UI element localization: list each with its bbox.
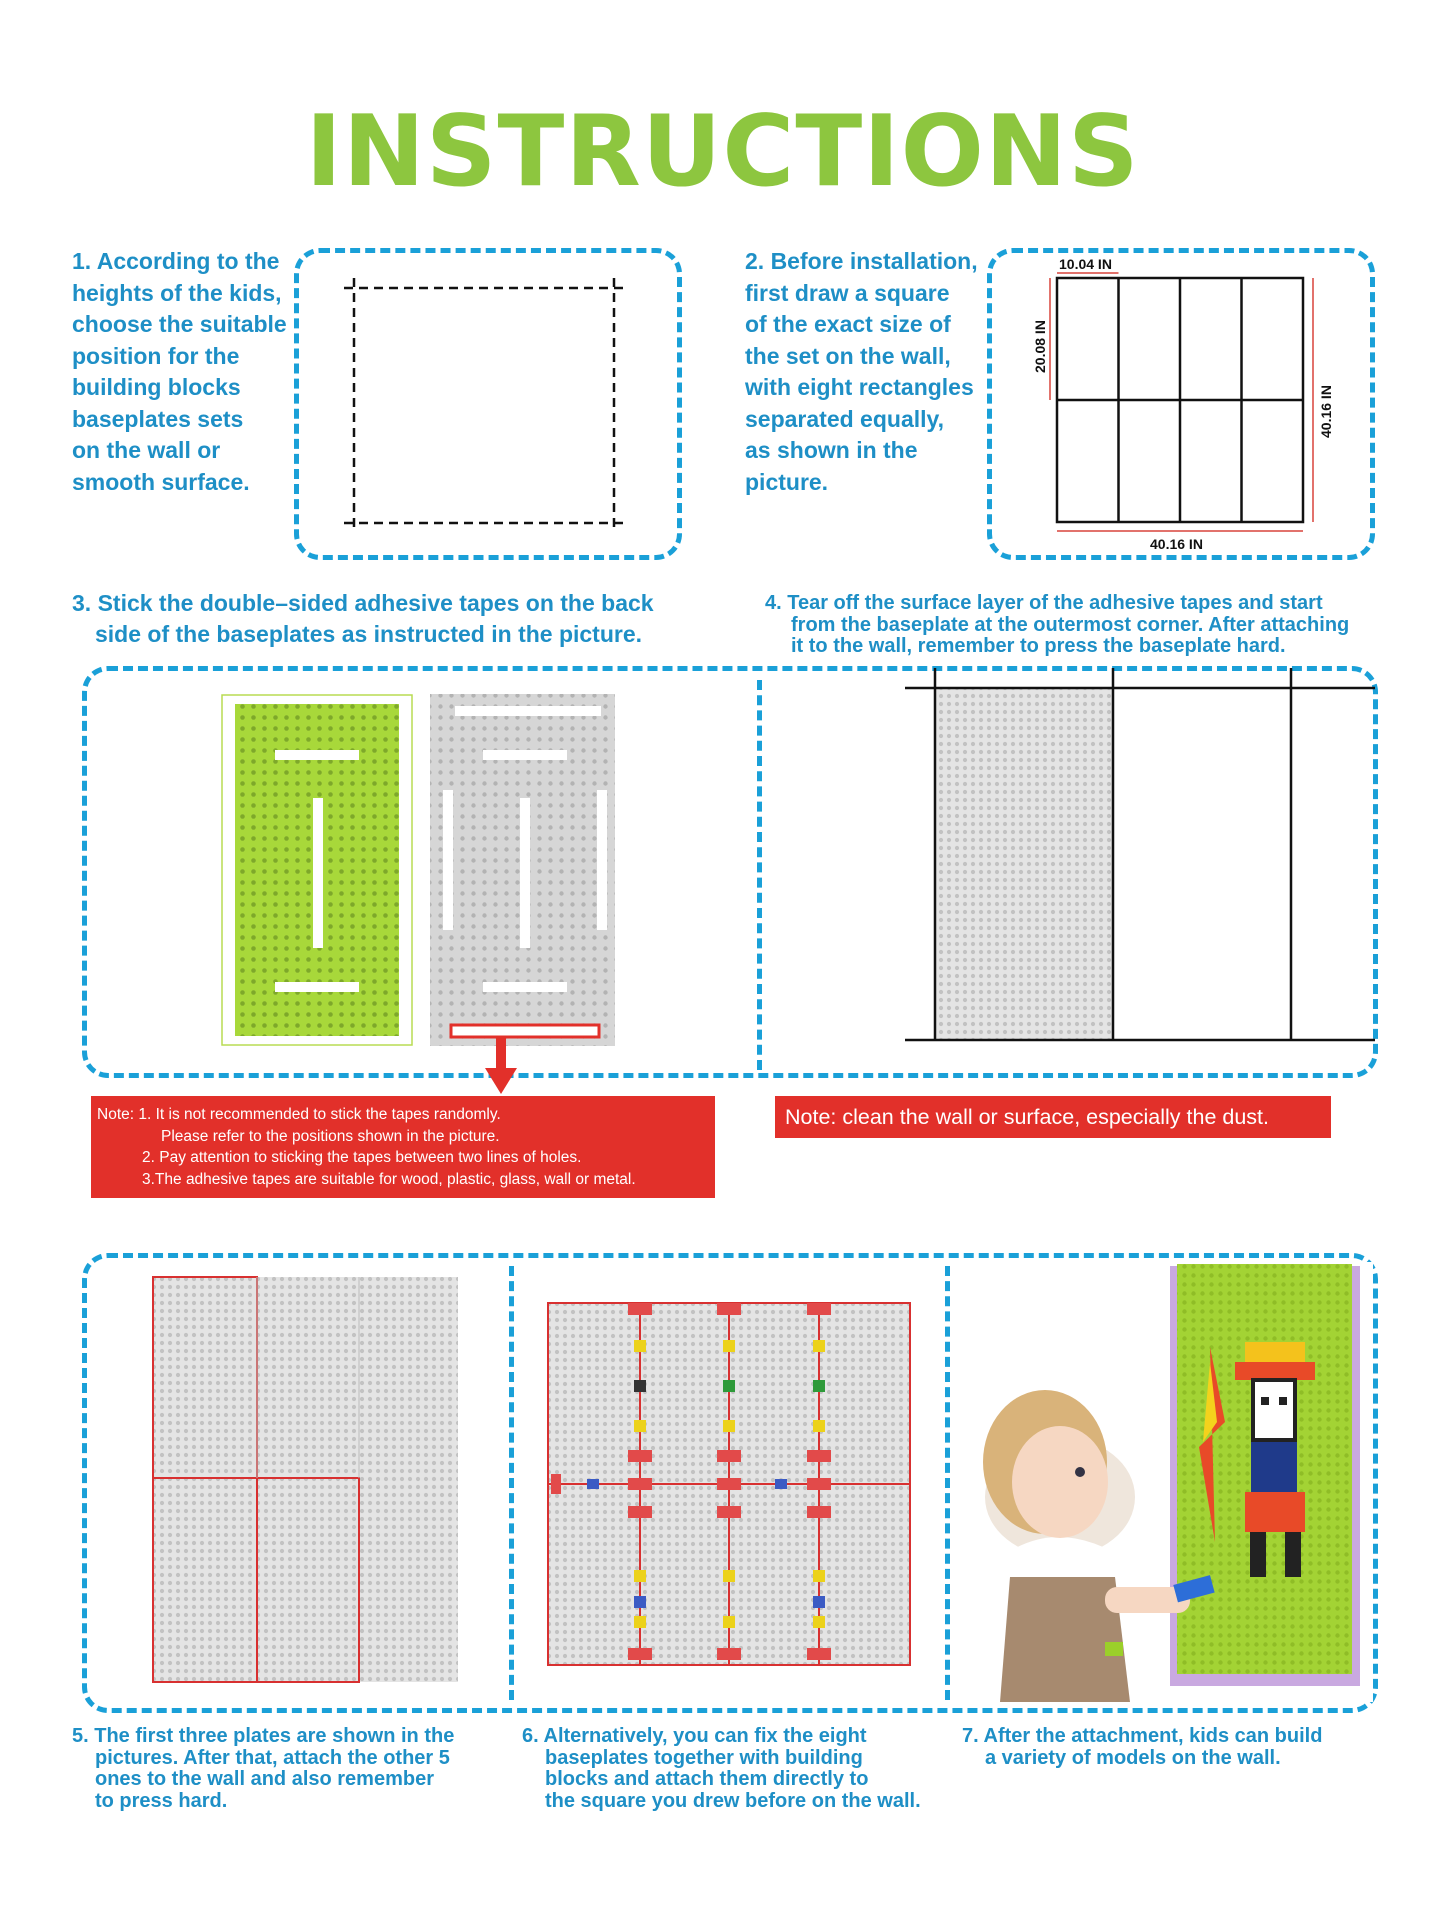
step-5-line: pictures. After that, attach the other 5 — [95, 1746, 450, 1769]
step-3-text — [72, 588, 712, 650]
step-2-line: first draw a square — [745, 279, 950, 306]
right-dimension-label: 40.16 IN — [1318, 385, 1334, 438]
grid-dimension-diagram — [987, 248, 1375, 560]
bottom-dimension-label: 40.16 IN — [1150, 536, 1203, 552]
height-label: 20.08 IN — [1032, 320, 1048, 373]
three-plates-diagram — [150, 1275, 470, 1685]
note-line: Note: 1. It is not recommended to stick the tapes randomly. — [97, 1106, 501, 1123]
tape-note-box — [91, 1096, 715, 1198]
outline-square-diagram — [294, 248, 682, 560]
step-6-line: the square you drew before on the wall. — [545, 1789, 921, 1812]
frame-divider — [757, 680, 762, 1070]
step-6-line: blocks and attach them directly to — [545, 1768, 869, 1790]
wall-attach-diagram — [905, 668, 1380, 1048]
note-line: 3.The adhesive tapes are suitable for wood, plastic, glass, wall or metal. — [142, 1170, 636, 1188]
step-2-line: 2. Before installation, — [745, 248, 978, 274]
step-2-line: separated equally, — [745, 405, 944, 432]
page-title: INSTRUCTIONS — [305, 95, 1140, 209]
step-6-text — [522, 1726, 952, 1812]
frame-divider — [945, 1266, 950, 1700]
step-1-line: choose the suitable — [72, 311, 287, 337]
step-2-line: with eight rectangles — [745, 374, 974, 400]
frame-divider — [509, 1266, 514, 1700]
step-2-line: the set on the wall, — [745, 342, 951, 369]
step-7-line: 7. After the attachment, kids can build — [962, 1725, 1323, 1747]
step-4-line: 4. Tear off the surface layer of the adhesive tapes and start — [765, 592, 1323, 614]
step-1-line: heights of the kids, — [72, 279, 282, 306]
step-1-line: on the wall or — [72, 437, 221, 463]
width-label: 10.04 IN — [1059, 256, 1112, 272]
note-line: 2. Pay attention to sticking the tapes between two lines of holes. — [142, 1149, 582, 1166]
step-2-line: of the exact size of — [745, 311, 951, 337]
step-4-line: from the baseplate at the outermost corner. After attaching — [791, 613, 1350, 636]
step-5-line: to press hard. — [95, 1789, 228, 1812]
step-5-text — [72, 1726, 492, 1812]
step-1-line: 1. According to the — [72, 248, 280, 274]
tape-placement-diagram — [215, 690, 615, 1075]
connected-plates-diagram — [545, 1300, 915, 1670]
step-3-line: 3. Stick the double–sided adhesive tapes on the back — [72, 590, 654, 616]
step-1-line: baseplates sets — [72, 405, 244, 432]
kid-building-photo — [955, 1262, 1373, 1702]
step-4-line: it to the wall, remember to press the baseplate hard. — [791, 635, 1286, 657]
down-arrow-icon — [485, 1038, 517, 1096]
attached-baseplate — [935, 688, 1113, 1040]
step-2-text — [745, 246, 985, 498]
step-6-line: 6. Alternatively, you can fix the eight — [522, 1725, 867, 1747]
step-1-line: smooth surface. — [72, 468, 250, 495]
step-1-text — [72, 246, 292, 498]
step-3-line: side of the baseplates as instructed in the picture. — [95, 621, 643, 647]
step-1-line: position for the — [72, 342, 240, 369]
step-7-line: a variety of models on the wall. — [985, 1746, 1281, 1769]
step-5-line: 5. The first three plates are shown in the — [72, 1725, 455, 1747]
clean-wall-note: Note: clean the wall or surface, especially the dust. — [775, 1096, 1331, 1138]
step-5-line: ones to the wall and also remember — [95, 1768, 434, 1790]
step-2-line: picture. — [745, 468, 829, 495]
note-line: Please refer to the positions shown in the picture. — [161, 1127, 500, 1145]
step-4-text — [765, 593, 1405, 658]
step-1-line: building blocks — [72, 374, 241, 400]
step-7-text — [962, 1726, 1382, 1769]
step-6-line: baseplates together with building — [545, 1746, 863, 1769]
step-2-line: as shown in the — [745, 437, 918, 463]
